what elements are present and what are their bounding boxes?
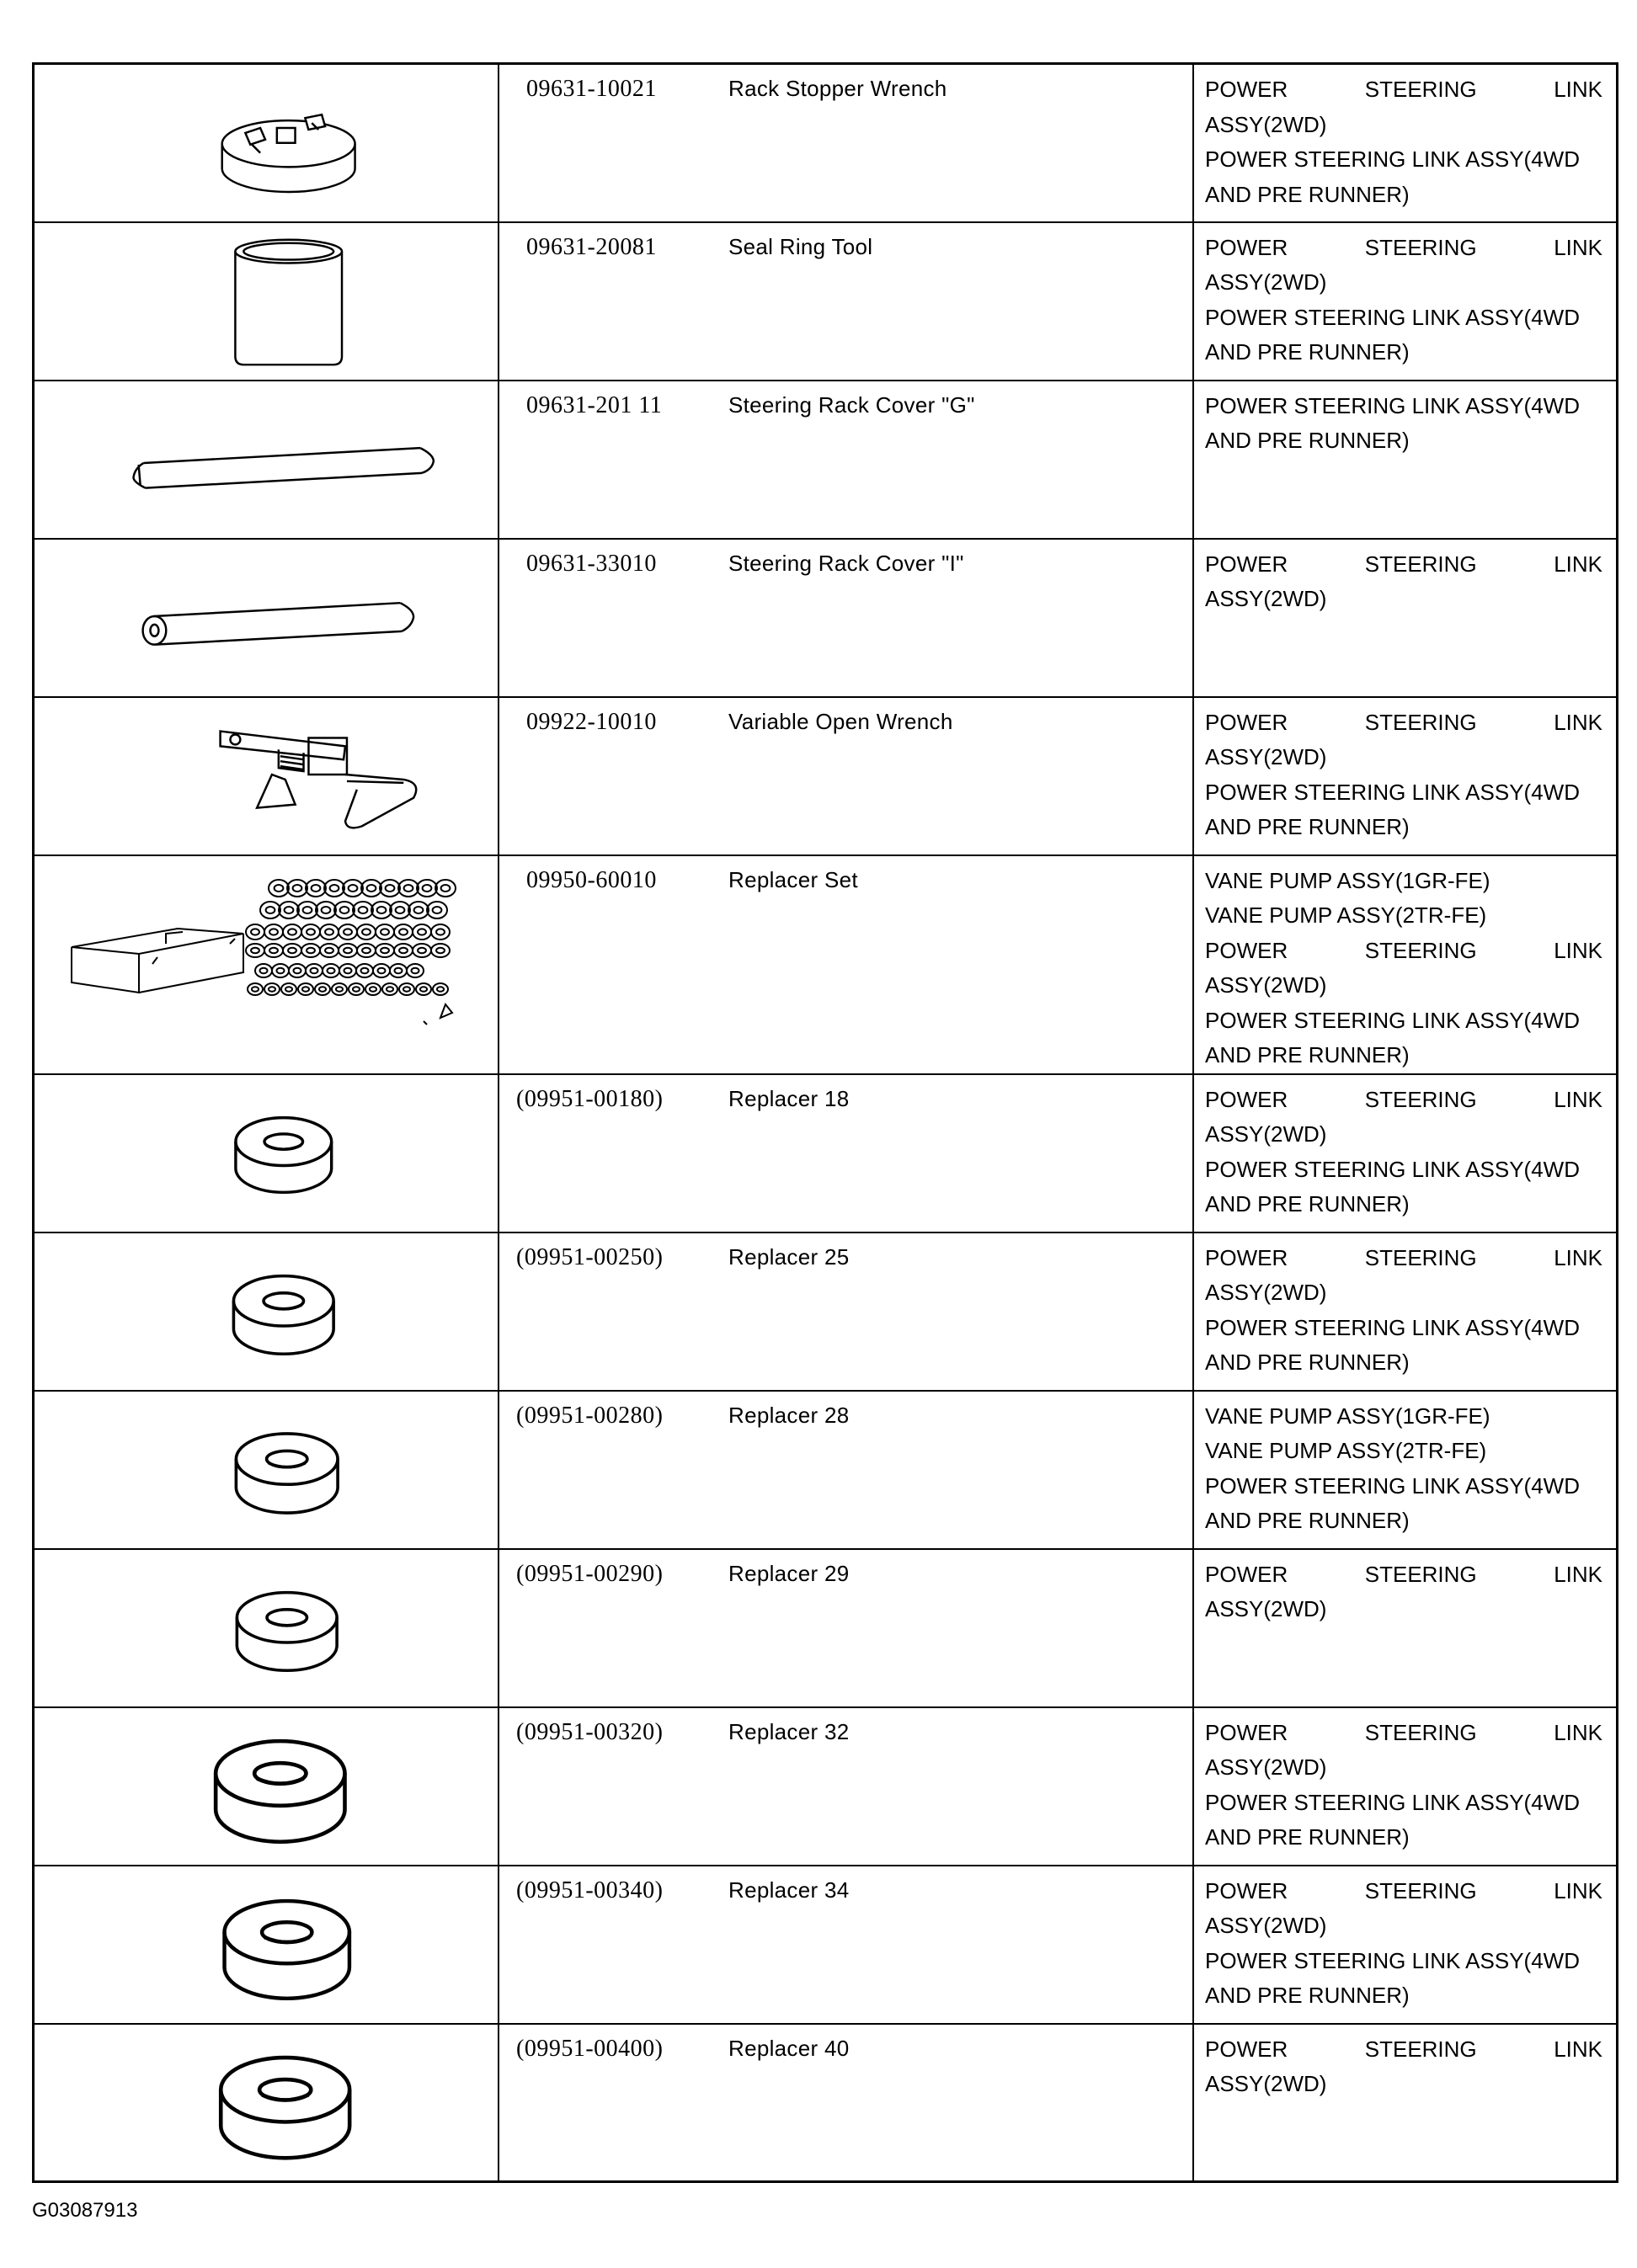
application-cell [1193, 697, 1618, 855]
tool-row [34, 1074, 1618, 1232]
application-line: POWER STEERING LINK ASSY(4WD [1205, 1156, 1580, 1182]
application-cell [1193, 64, 1618, 222]
application-line: POWER STEERING LINK [1205, 1719, 1602, 1745]
replacer-ring-icon [35, 1075, 498, 1232]
tool-name: Replacer Set [728, 866, 858, 892]
tool-illustration-cell [34, 539, 499, 697]
application-cell [1193, 1232, 1618, 1391]
application-line: AND PRE RUNNER) [1205, 1508, 1410, 1533]
application-line: ASSY(2WD) [1205, 586, 1327, 611]
application-line: VANE PUMP ASSY(2TR-FE) [1205, 902, 1487, 928]
tool-row [34, 1232, 1618, 1391]
application-line: AND PRE RUNNER) [1205, 814, 1410, 839]
application-line: ASSY(2WD) [1205, 2071, 1327, 2096]
part-number: (09951-00290) [516, 1560, 664, 1587]
part-number: (09951-00280) [516, 1402, 664, 1429]
application-line: POWER STEERING LINK ASSY(4WD [1205, 1472, 1580, 1499]
tool-name: Replacer 29 [728, 1560, 850, 1586]
replacer-ring-icon [35, 1708, 498, 1865]
tool-row [34, 539, 1618, 697]
replacer-ring-icon [35, 1233, 498, 1390]
application-line: ASSY(2WD) [1205, 1913, 1327, 1938]
tool-illustration-cell [34, 222, 499, 381]
application-line: POWER STEERING LINK ASSY(4WD [1205, 146, 1580, 172]
application-line: ASSY(2WD) [1205, 972, 1327, 998]
application-line: ASSY(2WD) [1205, 111, 1327, 137]
application-line: ASSY(2WD) [1205, 1121, 1327, 1147]
application-line: ASSY(2WD) [1205, 269, 1327, 295]
tool-name: Seal Ring Tool [728, 233, 873, 259]
application-line: POWER STEERING LINK [1205, 1561, 1602, 1587]
application-line: AND PRE RUNNER) [1205, 339, 1410, 365]
tool-row [34, 1391, 1618, 1549]
tool-row [34, 697, 1618, 855]
part-number: 09631-201 11 [526, 391, 663, 418]
tool-row [34, 1866, 1618, 2024]
tool-description-cell [499, 1866, 1193, 2024]
replacer-ring-icon [35, 1550, 498, 1706]
part-number: (09951-00250) [516, 1243, 664, 1270]
tool-row [34, 64, 1618, 222]
tool-illustration-cell [34, 1074, 499, 1232]
tool-description-cell [499, 539, 1193, 697]
steering-rack-cover-g-icon [35, 381, 498, 538]
tool-row [34, 222, 1618, 381]
tool-name: Steering Rack Cover "I" [728, 550, 964, 576]
application-line: AND PRE RUNNER) [1205, 181, 1410, 207]
tool-illustration-cell [34, 1866, 499, 2024]
application-line: POWER STEERING LINK ASSY(4WD [1205, 1314, 1580, 1340]
special-service-tools-table [32, 62, 1618, 2183]
tools-table-body [34, 64, 1618, 2182]
tool-name: Replacer 25 [728, 1243, 850, 1270]
tool-row [34, 1707, 1618, 1866]
application-cell [1193, 855, 1618, 1074]
tool-illustration-cell [34, 1232, 499, 1391]
seal-ring-tool-icon [35, 223, 498, 380]
steering-rack-cover-i-icon [35, 540, 498, 696]
tool-row [34, 855, 1618, 1074]
application-line: POWER STEERING LINK ASSY(4WD [1205, 779, 1580, 805]
replacer-ring-icon [35, 1392, 498, 1548]
application-cell [1193, 222, 1618, 381]
application-line: POWER STEERING LINK [1205, 551, 1602, 577]
application-line: POWER STEERING LINK ASSY(4WD [1205, 1789, 1580, 1815]
tool-description-cell [499, 64, 1193, 222]
part-number: (09951-00180) [516, 1085, 664, 1112]
application-line: POWER STEERING LINK [1205, 77, 1602, 102]
tool-row [34, 381, 1618, 539]
tool-illustration-cell [34, 2024, 499, 2182]
tool-row [34, 2024, 1618, 2182]
application-line: AND PRE RUNNER) [1205, 1042, 1410, 1067]
tool-illustration-cell [34, 855, 499, 1074]
tool-name: Replacer 18 [728, 1085, 850, 1111]
tool-illustration-cell [34, 697, 499, 855]
application-line: POWER STEERING LINK [1205, 1244, 1602, 1270]
tool-name: Replacer 28 [728, 1402, 850, 1428]
tool-description-cell [499, 2024, 1193, 2182]
application-cell [1193, 1707, 1618, 1866]
application-cell [1193, 1391, 1618, 1549]
tool-name: Rack Stopper Wrench [728, 76, 947, 101]
application-line: ASSY(2WD) [1205, 1596, 1327, 1621]
tool-name: Replacer 34 [728, 1877, 850, 1903]
application-line: POWER STEERING LINK ASSY(4WD [1205, 1007, 1580, 1033]
application-cell [1193, 539, 1618, 697]
tool-name: Variable Open Wrench [728, 708, 953, 734]
application-line: VANE PUMP ASSY(1GR-FE) [1205, 1403, 1490, 1429]
application-line: VANE PUMP ASSY(1GR-FE) [1205, 867, 1490, 893]
application-line: AND PRE RUNNER) [1205, 1983, 1410, 2008]
application-cell [1193, 2024, 1618, 2182]
application-cell [1193, 1074, 1618, 1232]
tool-illustration-cell [34, 1391, 499, 1549]
application-cell [1193, 381, 1618, 539]
application-line: ASSY(2WD) [1205, 1280, 1327, 1305]
part-number: 09631-10021 [526, 76, 657, 102]
tool-name: Replacer 40 [728, 2035, 850, 2061]
application-line: VANE PUMP ASSY(2TR-FE) [1205, 1438, 1487, 1463]
application-cell [1193, 1549, 1618, 1707]
part-number: (09951-00400) [516, 2035, 664, 2062]
application-line: POWER STEERING LINK ASSY(4WD [1205, 1947, 1580, 1973]
application-line: ASSY(2WD) [1205, 1754, 1327, 1780]
tool-illustration-cell [34, 1707, 499, 1866]
figure-code: G03087913 [32, 2199, 138, 2222]
tool-description-cell [499, 222, 1193, 381]
tool-description-cell [499, 1232, 1193, 1391]
tool-illustration-cell [34, 64, 499, 222]
application-line: AND PRE RUNNER) [1205, 1350, 1410, 1375]
tool-description-cell [499, 697, 1193, 855]
application-line: POWER STEERING LINK [1205, 937, 1602, 963]
tool-description-cell [499, 1391, 1193, 1549]
replacer-ring-icon [35, 2025, 498, 2181]
part-number: (09951-00340) [516, 1877, 664, 1903]
application-line: POWER STEERING LINK [1205, 709, 1602, 735]
part-number: (09951-00320) [516, 1718, 664, 1745]
application-line: POWER STEERING LINK [1205, 234, 1602, 260]
part-number: 09950-60010 [526, 866, 657, 893]
application-line: POWER STEERING LINK [1205, 1877, 1602, 1903]
tool-row [34, 1549, 1618, 1707]
part-number: 09631-20081 [526, 233, 657, 260]
replacer-set-icon [35, 856, 498, 1073]
rack-stopper-wrench-icon [35, 65, 498, 221]
application-line: POWER STEERING LINK ASSY(4WD [1205, 304, 1580, 330]
application-line: AND PRE RUNNER) [1205, 428, 1410, 453]
tool-name: Steering Rack Cover "G" [728, 391, 975, 418]
replacer-ring-icon [35, 1866, 498, 2023]
application-cell [1193, 1866, 1618, 2024]
tool-description-cell [499, 381, 1193, 539]
part-number: 09631-33010 [526, 550, 657, 577]
tool-description-cell [499, 1549, 1193, 1707]
tool-description-cell [499, 855, 1193, 1074]
tool-description-cell [499, 1707, 1193, 1866]
variable-open-wrench-icon [35, 698, 498, 854]
tool-name: Replacer 32 [728, 1718, 850, 1744]
tool-illustration-cell [34, 1549, 499, 1707]
application-line: AND PRE RUNNER) [1205, 1191, 1410, 1217]
application-line: AND PRE RUNNER) [1205, 1824, 1410, 1850]
tool-illustration-cell [34, 381, 499, 539]
part-number: 09922-10010 [526, 708, 657, 735]
application-line: POWER STEERING LINK ASSY(4WD [1205, 392, 1580, 418]
application-line: POWER STEERING LINK [1205, 2036, 1602, 2062]
application-line: POWER STEERING LINK [1205, 1086, 1602, 1112]
application-line: ASSY(2WD) [1205, 744, 1327, 769]
tool-description-cell [499, 1074, 1193, 1232]
